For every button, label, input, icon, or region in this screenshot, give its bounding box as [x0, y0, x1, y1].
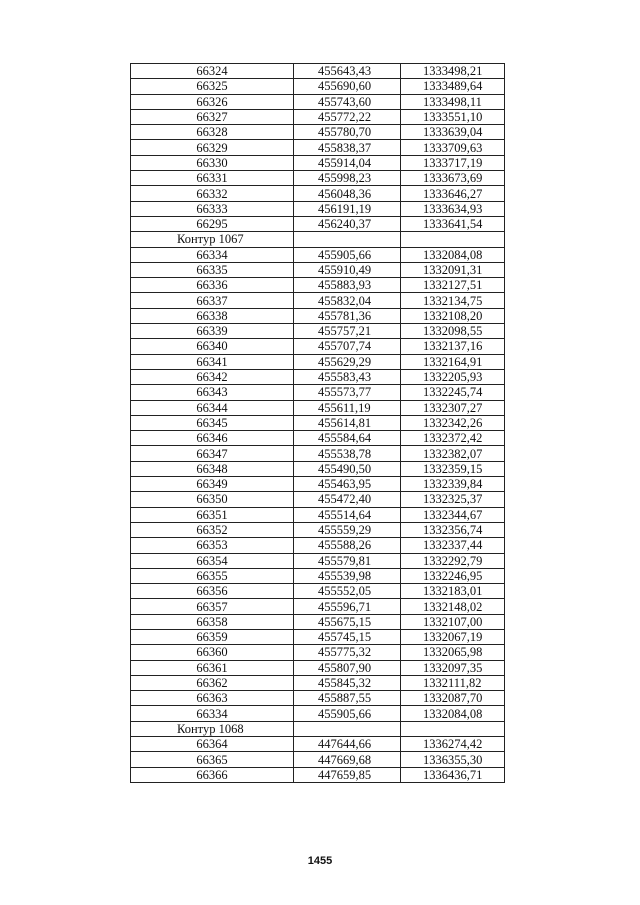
point-number-cell: 66366: [131, 767, 294, 782]
y-coordinate-cell: 1332084,08: [401, 247, 505, 262]
x-coordinate-cell: 455675,15: [294, 614, 401, 629]
table-row: [131, 400, 505, 415]
x-coordinate-cell: 456048,36: [294, 186, 401, 201]
y-coordinate-cell: 1332067,19: [401, 629, 505, 644]
table-row: [131, 64, 505, 79]
x-coordinate-cell: 456191,19: [294, 201, 401, 216]
table-row: [131, 614, 505, 629]
y-coordinate-cell: 1332098,55: [401, 324, 505, 339]
y-coordinate-cell: 1332084,08: [401, 706, 505, 721]
y-coordinate-cell: 1332107,00: [401, 614, 505, 629]
table-row: [131, 553, 505, 568]
table-row: [131, 369, 505, 384]
x-coordinate-cell: 447659,85: [294, 767, 401, 782]
x-coordinate-cell: 455772,22: [294, 109, 401, 124]
point-number-cell: 66344: [131, 400, 294, 415]
coordinates-table: [130, 63, 505, 783]
point-number-cell: 66352: [131, 522, 294, 537]
point-number-cell: 66329: [131, 140, 294, 155]
contour-label: Контур 1068: [131, 721, 294, 736]
table-row: [131, 492, 505, 507]
table-row: [131, 171, 505, 186]
table-row: [131, 262, 505, 277]
x-coordinate-cell: 455845,32: [294, 675, 401, 690]
y-coordinate-cell: 1332164,91: [401, 354, 505, 369]
empty-cell: [401, 721, 505, 736]
table-row: [131, 461, 505, 476]
table-row: [131, 278, 505, 293]
point-number-cell: 66334: [131, 706, 294, 721]
point-number-cell: 66330: [131, 155, 294, 170]
table-row: [131, 584, 505, 599]
x-coordinate-cell: 455780,70: [294, 125, 401, 140]
x-coordinate-cell: 455887,55: [294, 691, 401, 706]
y-coordinate-cell: 1332148,02: [401, 599, 505, 614]
point-number-cell: 66363: [131, 691, 294, 706]
y-coordinate-cell: 1333498,11: [401, 94, 505, 109]
y-coordinate-cell: 1332108,20: [401, 308, 505, 323]
table-row: [131, 125, 505, 140]
x-coordinate-cell: 455514,64: [294, 507, 401, 522]
x-coordinate-cell: 456240,37: [294, 216, 401, 231]
point-number-cell: 66361: [131, 660, 294, 675]
point-number-cell: 66326: [131, 94, 294, 109]
point-number-cell: 66337: [131, 293, 294, 308]
x-coordinate-cell: 455690,60: [294, 79, 401, 94]
point-number-cell: 66345: [131, 415, 294, 430]
x-coordinate-cell: 455573,77: [294, 385, 401, 400]
x-coordinate-cell: 455832,04: [294, 293, 401, 308]
x-coordinate-cell: 455743,60: [294, 94, 401, 109]
point-number-cell: 66295: [131, 216, 294, 231]
y-coordinate-cell: 1332087,70: [401, 691, 505, 706]
empty-cell: [401, 232, 505, 247]
table-row: [131, 186, 505, 201]
point-number-cell: 66356: [131, 584, 294, 599]
y-coordinate-cell: 1332137,16: [401, 339, 505, 354]
table-row: [131, 155, 505, 170]
point-number-cell: 66333: [131, 201, 294, 216]
y-coordinate-cell: 1332342,26: [401, 415, 505, 430]
table-row: [131, 522, 505, 537]
x-coordinate-cell: 455914,04: [294, 155, 401, 170]
point-number-cell: 66336: [131, 278, 294, 293]
x-coordinate-cell: 455781,36: [294, 308, 401, 323]
point-number-cell: 66335: [131, 262, 294, 277]
x-coordinate-cell: 455583,43: [294, 369, 401, 384]
y-coordinate-cell: 1332359,15: [401, 461, 505, 476]
x-coordinate-cell: 455707,74: [294, 339, 401, 354]
point-number-cell: 66358: [131, 614, 294, 629]
table-row: [131, 675, 505, 690]
point-number-cell: 66338: [131, 308, 294, 323]
y-coordinate-cell: 1333673,69: [401, 171, 505, 186]
point-number-cell: 66349: [131, 477, 294, 492]
point-number-cell: 66360: [131, 645, 294, 660]
table-body: [131, 64, 505, 783]
table-row: [131, 324, 505, 339]
point-number-cell: 66362: [131, 675, 294, 690]
point-number-cell: 66357: [131, 599, 294, 614]
x-coordinate-cell: 455807,90: [294, 660, 401, 675]
point-number-cell: 66340: [131, 339, 294, 354]
y-coordinate-cell: 1332246,95: [401, 568, 505, 583]
point-number-cell: 66342: [131, 369, 294, 384]
x-coordinate-cell: 455998,23: [294, 171, 401, 186]
point-number-cell: 66359: [131, 629, 294, 644]
x-coordinate-cell: 455538,78: [294, 446, 401, 461]
table-row: [131, 385, 505, 400]
y-coordinate-cell: 1332091,31: [401, 262, 505, 277]
point-number-cell: 66339: [131, 324, 294, 339]
x-coordinate-cell: 455614,81: [294, 415, 401, 430]
y-coordinate-cell: 1332205,93: [401, 369, 505, 384]
x-coordinate-cell: 455611,19: [294, 400, 401, 415]
x-coordinate-cell: 455643,43: [294, 64, 401, 79]
table-row: [131, 293, 505, 308]
table-row: [131, 94, 505, 109]
table-row: [131, 431, 505, 446]
table-row: [131, 109, 505, 124]
y-coordinate-cell: 1336274,42: [401, 737, 505, 752]
y-coordinate-cell: 1333489,64: [401, 79, 505, 94]
empty-cell: [294, 232, 401, 247]
point-number-cell: 66343: [131, 385, 294, 400]
point-number-cell: 66346: [131, 431, 294, 446]
contour-header-row: [131, 232, 505, 247]
table-row: [131, 201, 505, 216]
point-number-cell: 66365: [131, 752, 294, 767]
x-coordinate-cell: 455472,40: [294, 492, 401, 507]
x-coordinate-cell: 455588,26: [294, 538, 401, 553]
x-coordinate-cell: 455539,98: [294, 568, 401, 583]
point-number-cell: 66325: [131, 79, 294, 94]
point-number-cell: 66331: [131, 171, 294, 186]
y-coordinate-cell: 1332325,37: [401, 492, 505, 507]
y-coordinate-cell: 1333634,93: [401, 201, 505, 216]
point-number-cell: 66354: [131, 553, 294, 568]
x-coordinate-cell: 455629,29: [294, 354, 401, 369]
table-row: [131, 691, 505, 706]
empty-cell: [294, 721, 401, 736]
point-number-cell: 66334: [131, 247, 294, 262]
y-coordinate-cell: 1336436,71: [401, 767, 505, 782]
table-row: [131, 477, 505, 492]
table-row: [131, 140, 505, 155]
point-number-cell: 66347: [131, 446, 294, 461]
y-coordinate-cell: 1333709,63: [401, 140, 505, 155]
table-row: [131, 247, 505, 262]
x-coordinate-cell: 455905,66: [294, 706, 401, 721]
y-coordinate-cell: 1332372,42: [401, 431, 505, 446]
y-coordinate-cell: 1332245,74: [401, 385, 505, 400]
y-coordinate-cell: 1333551,10: [401, 109, 505, 124]
table-row: [131, 660, 505, 675]
point-number-cell: 66355: [131, 568, 294, 583]
y-coordinate-cell: 1332382,07: [401, 446, 505, 461]
table-row: [131, 507, 505, 522]
table-row: [131, 752, 505, 767]
y-coordinate-cell: 1332292,79: [401, 553, 505, 568]
table-row: [131, 79, 505, 94]
table-row: [131, 629, 505, 644]
x-coordinate-cell: 455463,95: [294, 477, 401, 492]
y-coordinate-cell: 1332339,84: [401, 477, 505, 492]
point-number-cell: 66364: [131, 737, 294, 752]
table-row: [131, 599, 505, 614]
table-row: [131, 737, 505, 752]
page-number: 1455: [307, 855, 333, 867]
y-coordinate-cell: 1332337,44: [401, 538, 505, 553]
y-coordinate-cell: 1332344,67: [401, 507, 505, 522]
y-coordinate-cell: 1332307,27: [401, 400, 505, 415]
x-coordinate-cell: 447669,68: [294, 752, 401, 767]
table-row: [131, 216, 505, 231]
table-row: [131, 538, 505, 553]
y-coordinate-cell: 1333639,04: [401, 125, 505, 140]
table-row: [131, 568, 505, 583]
table-row: [131, 354, 505, 369]
y-coordinate-cell: 1332111,82: [401, 675, 505, 690]
table-row: [131, 767, 505, 782]
contour-label: Контур 1067: [131, 232, 294, 247]
table-row: [131, 339, 505, 354]
y-coordinate-cell: 1332356,74: [401, 522, 505, 537]
table-row: [131, 415, 505, 430]
y-coordinate-cell: 1332127,51: [401, 278, 505, 293]
point-number-cell: 66328: [131, 125, 294, 140]
point-number-cell: 66351: [131, 507, 294, 522]
x-coordinate-cell: 455757,21: [294, 324, 401, 339]
x-coordinate-cell: 455905,66: [294, 247, 401, 262]
y-coordinate-cell: 1332065,98: [401, 645, 505, 660]
table-row: [131, 706, 505, 721]
y-coordinate-cell: 1333646,27: [401, 186, 505, 201]
y-coordinate-cell: 1333641,54: [401, 216, 505, 231]
y-coordinate-cell: 1336355,30: [401, 752, 505, 767]
x-coordinate-cell: 455910,49: [294, 262, 401, 277]
x-coordinate-cell: 455745,15: [294, 629, 401, 644]
y-coordinate-cell: 1332097,35: [401, 660, 505, 675]
y-coordinate-cell: 1332134,75: [401, 293, 505, 308]
point-number-cell: 66353: [131, 538, 294, 553]
x-coordinate-cell: 455596,71: [294, 599, 401, 614]
x-coordinate-cell: 455838,37: [294, 140, 401, 155]
point-number-cell: 66348: [131, 461, 294, 476]
y-coordinate-cell: 1333498,21: [401, 64, 505, 79]
table-row: [131, 446, 505, 461]
point-number-cell: 66327: [131, 109, 294, 124]
y-coordinate-cell: 1332183,01: [401, 584, 505, 599]
x-coordinate-cell: 455552,05: [294, 584, 401, 599]
x-coordinate-cell: 455579,81: [294, 553, 401, 568]
contour-header-row: [131, 721, 505, 736]
table-row: [131, 645, 505, 660]
point-number-cell: 66324: [131, 64, 294, 79]
x-coordinate-cell: 447644,66: [294, 737, 401, 752]
y-coordinate-cell: 1333717,19: [401, 155, 505, 170]
x-coordinate-cell: 455584,64: [294, 431, 401, 446]
point-number-cell: 66341: [131, 354, 294, 369]
x-coordinate-cell: 455490,50: [294, 461, 401, 476]
point-number-cell: 66332: [131, 186, 294, 201]
x-coordinate-cell: 455883,93: [294, 278, 401, 293]
point-number-cell: 66350: [131, 492, 294, 507]
x-coordinate-cell: 455775,32: [294, 645, 401, 660]
table-row: [131, 308, 505, 323]
x-coordinate-cell: 455559,29: [294, 522, 401, 537]
